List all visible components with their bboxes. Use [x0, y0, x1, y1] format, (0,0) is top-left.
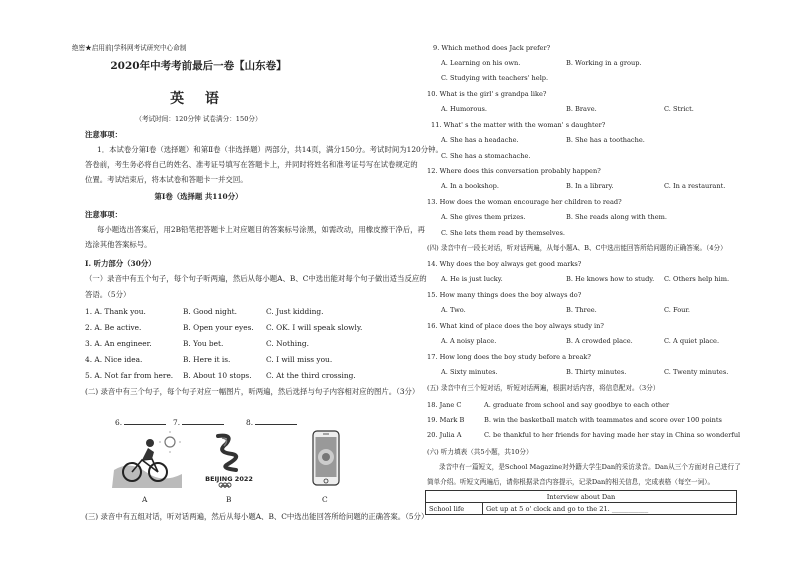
svg-text:BEIJING 2022: BEIJING 2022 — [205, 475, 253, 483]
q14-option-c: C. Others help him. — [664, 275, 730, 283]
section6-intro-2: 简单介绍。听短文两遍后，请你根据录音内容提示，记录Dan的相关信息，完成表格（每空一词）。 — [427, 478, 715, 486]
q9-option-b: B. Working in a group. — [566, 59, 642, 67]
q10-option-c: C. Strict. — [664, 105, 694, 113]
exam-title: 2020年中考考前最后一卷【山东卷】 — [110, 60, 287, 72]
q5-option-c: C. At the third crossing. — [266, 371, 356, 380]
picture-label-c: C — [322, 495, 328, 504]
match-19-name: 19. Mark B — [427, 416, 465, 424]
q13-option-b: B. She reads along with them. — [566, 213, 667, 221]
exam-info: （考试时间：120分钟 试卷满分：150分） — [135, 115, 262, 123]
q15-option-b: B. Three. — [566, 306, 597, 314]
smartphone-picture — [311, 430, 341, 486]
notes-heading: 注意事项： — [85, 130, 122, 139]
match-18-name: 18. Jane C — [427, 401, 462, 409]
section4-instruction: (四) 录音中有一段长对话，听对话两遍，从每小题A、B、C中选出能回答所给问题的正确答案。（4分） — [427, 244, 727, 252]
q12-option-c: C. In a restaurant. — [664, 182, 726, 190]
q14-option-b: B. He knows how to study. — [566, 275, 655, 283]
q15-option-c: C. Four. — [664, 306, 690, 314]
q9-option-c: C. Studying with teachers' help. — [441, 74, 549, 82]
table-title: Interview about Dan — [426, 491, 737, 503]
q10-question: 10. What is the girl' s grandpa like? — [427, 90, 547, 98]
part1-title: 第Ⅰ卷（选择题 共110分） — [154, 192, 243, 201]
q5-option-a: 5. A. Not far from here. — [85, 371, 174, 380]
q4-option-a: 4. A. Nice idea. — [85, 355, 143, 364]
q16-option-c: C. A quiet place. — [664, 337, 720, 345]
q9-question: 9. Which method does Jack prefer? — [433, 44, 551, 52]
subject-title: 英 语 — [170, 91, 227, 107]
match-19-text: B. win the basketball match with teammates and score over 100 points — [484, 416, 722, 424]
part1-note-2: 选涂其他答案标号。 — [85, 240, 152, 249]
part1-note-heading: 注意事项： — [85, 210, 122, 219]
section1-instruction-1: （一）录音中有五个句子，每个句子听两遍，然后从每小题A、B、C中选出能对每个句子做出适当反应的 — [85, 274, 427, 283]
q3-option-c: C. Nothing. — [266, 339, 309, 348]
blank-8[interactable]: 8. — [246, 417, 297, 428]
match-18-text: A. graduate from school and say goodbye to each other — [484, 401, 670, 409]
notes-line-3: 位置。考试结束后，将本试卷和答题卡一并交回。 — [85, 175, 248, 184]
q2-option-c: C. OK. I will speak slowly. — [266, 323, 363, 332]
q16-question: 16. What kind of place does the boy always study in? — [427, 322, 604, 330]
q12-question: 12. Where does this conversation probably happen? — [427, 167, 601, 175]
q3-option-b: B. You bet. — [183, 339, 224, 348]
q9-option-a: A. Learning on his own. — [441, 59, 521, 67]
q2-option-b: B. Open your eyes. — [183, 323, 254, 332]
picture-label-a: A — [142, 495, 148, 504]
q17-option-b: B. Thirty minutes. — [566, 368, 627, 376]
q1-option-b: B. Good night. — [183, 307, 237, 316]
q5-option-b: B. About 10 stops. — [183, 371, 252, 380]
listening-title: Ⅰ. 听力部分（30分） — [85, 259, 156, 268]
q16-option-a: A. A noisy place. — [441, 337, 497, 345]
q1-option-c: C. Just kidding. — [266, 307, 324, 316]
q16-option-b: B. A crowded place. — [566, 337, 633, 345]
section2-instruction: (二) 录音中有三个句子，每个句子对应一幅图片，听两遍，然后选择与句子内容相对应的图片。（3分） — [85, 387, 420, 396]
picture-label-b: B — [226, 495, 232, 504]
q4-option-c: C. I will miss you. — [266, 355, 333, 364]
q14-option-a: A. He is just lucky. — [441, 275, 503, 283]
q12-option-a: A. In a bookshop. — [441, 182, 500, 190]
q11-question: 11. What' s the matter with the woman' s daughter? — [431, 121, 606, 129]
q12-option-b: B. In a library. — [566, 182, 614, 190]
q17-option-a: A. Sixty minutes. — [441, 368, 498, 376]
q15-question: 15. How many things does the boy always do? — [427, 291, 582, 299]
section3-instruction: (三) 录音中有五组对话，听对话两遍，然后从每小题A、B、C中选出能回答所给问题的正确答案。（5分） — [85, 512, 429, 521]
q1-option-a: 1. A. Thank you. — [85, 307, 146, 316]
q10-option-b: B. Brave. — [566, 105, 597, 113]
q11-option-a: A. She has a headache. — [441, 136, 519, 144]
interview-table — [425, 490, 737, 515]
q17-question: 17. How long does the boy study before a break? — [427, 353, 591, 361]
notes-line-1: 1．本试卷分第Ⅰ卷（选择题）和第Ⅱ卷（非选择题）两部分，共14页，满分150分。考试时间为120分钟。 — [97, 145, 443, 154]
section6-title: (六) 听力填表（共5小题，共10分） — [427, 448, 533, 456]
beijing-2022-emblem — [196, 430, 262, 488]
table-row-content[interactable]: Get up at 5 o' clock and go to the 21. ___________ — [483, 503, 737, 515]
blank-6[interactable]: 6. — [115, 417, 166, 428]
q11-option-c: C. She has a stomachache. — [441, 152, 531, 160]
cyclist-picture — [112, 430, 182, 488]
q13-option-a: A. She gives them prizes. — [441, 213, 526, 221]
q10-option-a: A. Humorous. — [441, 105, 488, 113]
match-20-name: 20. Julia A — [427, 431, 462, 439]
section5-instruction: (五) 录音中有三个短对话，听短对话两遍，根据对话内容，将信息配对。（3分） — [427, 384, 660, 392]
section6-intro-1: 录音中有一篇短文，是School Magazine对外籍大学生Dan的采访录音。Dan从三个方面对自己进行了 — [439, 463, 741, 471]
q3-option-a: 3. A. An engineer. — [85, 339, 152, 348]
q14-question: 14. Why does the boy always get good marks? — [427, 260, 582, 268]
q17-option-c: C. Twenty minutes. — [664, 368, 729, 376]
q15-option-a: A. Two. — [441, 306, 466, 314]
q11-option-b: B. She has a toothache. — [566, 136, 645, 144]
q2-option-a: 2. A. Be active. — [85, 323, 142, 332]
secret-label: 绝密★启用前|学科网考试研究中心命制 — [72, 44, 187, 52]
sun-icon — [165, 437, 175, 447]
match-20-text: C. be thankful to her friends for having made her stay in China so wonderful — [484, 431, 741, 439]
blank-7[interactable]: 7. — [173, 417, 224, 428]
section1-instruction-2: 答语。（5分） — [85, 290, 131, 299]
q13-option-c: C. She lets them read by themselves. — [441, 229, 565, 237]
table-row-label: School life — [426, 503, 483, 515]
part1-note-1: 每小题选出答案后，用2B铅笔把答题卡上对应题目的答案标号涂黑，如需改动，用橡皮擦干净后，再 — [97, 225, 425, 234]
notes-line-2: 答卷前，考生务必将自己的姓名、准考证号填写在答题卡上，并同时将姓名和准考证号写在试卷规定的 — [85, 160, 418, 169]
q4-option-b: B. Here it is. — [183, 355, 231, 364]
q13-question: 13. How does the woman encourage her children to read? — [427, 198, 622, 206]
